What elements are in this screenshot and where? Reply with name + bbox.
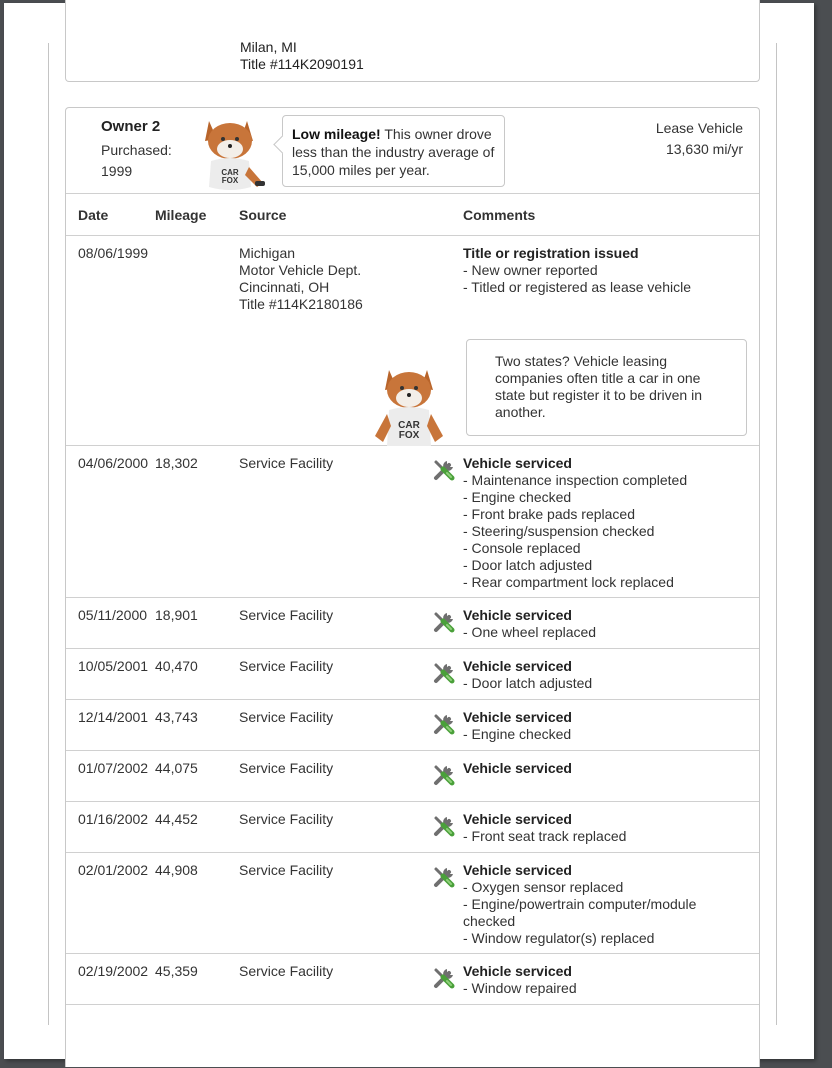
comment-item: - Door latch adjusted [463,557,593,573]
row-mileage: 40,470 [155,658,198,674]
row-comments [463,607,723,641]
source-line: Service Facility [239,760,334,776]
mileage-per-year: 13,630 mi/yr [665,141,743,157]
carfox-mascot-icon [197,117,267,195]
fox-shirt-text: CAR [398,420,420,431]
history-row [66,598,759,649]
comment-heading: Vehicle serviced [463,963,572,979]
row-mileage: 44,452 [155,811,198,827]
comment-heading: Vehicle serviced [463,709,572,725]
row-mileage: 43,743 [155,709,198,725]
row-source [239,862,333,879]
row-source [239,709,333,726]
row-date: 04/06/2000 [78,455,149,471]
column-header-mileage: Mileage [155,207,207,223]
source-line: Service Facility [239,455,334,471]
source-line: Service Facility [239,811,334,827]
row-date: 05/11/2000 [78,607,148,623]
row-date: 02/01/2002 [78,862,149,878]
comment-item: - Engine/powertrain computer/module checked [463,896,697,929]
row-comments [463,709,723,743]
tip-text: This owner drove less than the industry average of 15,000 miles per year. [292,126,495,178]
comment-item: - Front brake pads replaced [463,506,635,522]
wrench-screwdriver-icon [432,865,456,889]
source-line: Milan, MI [240,39,297,55]
source-line: Service Facility [239,709,334,725]
row-comments [463,245,723,296]
row-source [239,760,333,777]
comment-item: - Titled or registered as lease vehicle [463,279,691,295]
carfox-mascot-icon [371,366,447,446]
two-states-note: Two states? Vehicle leasing companies often title a car in one state but register it to be driven in another. [466,339,747,436]
history-row [66,954,759,1005]
wrench-screwdriver-icon [432,763,456,787]
page-margin-line-left [48,43,49,1025]
row-mileage: 44,908 [155,862,198,878]
fox-shirt-text: FOX [221,176,239,185]
row-date: 08/06/1999 [78,245,149,261]
comment-item: - Console replaced [463,540,581,556]
row-date: 12/14/2001 [78,709,149,725]
row-mileage: 18,901 [155,607,198,623]
comment-item: - Engine checked [463,726,572,742]
owner-header [66,108,759,194]
row-comments [463,455,723,591]
wrench-screwdriver-icon [432,661,456,685]
comment-item: - One wheel replaced [463,624,597,640]
row-date: 01/16/2002 [78,811,149,827]
owner-2-card [65,107,760,1067]
comment-heading: Vehicle serviced [463,607,572,623]
comment-item: - Steering/suspension checked [463,523,655,539]
row-date: 01/07/2002 [78,760,149,776]
history-row [66,751,759,802]
row-comments [463,862,723,947]
row-date: 10/05/2001 [78,658,149,674]
row-source [239,607,333,624]
column-header-date: Date [78,207,109,223]
row-source [239,245,363,313]
history-row [66,853,759,954]
fox-shirt-text: CAR [221,168,239,177]
comment-item: - New owner reported [463,262,598,278]
comment-item: - Window regulator(s) replaced [463,930,655,946]
source-line: Motor Vehicle Dept. [239,262,362,278]
low-mileage-tip [282,115,505,187]
row-comments [463,760,723,777]
owner-purchased [101,140,172,182]
previous-owner-card [65,0,760,82]
comment-heading: Vehicle serviced [463,658,572,674]
comment-item: - Oxygen sensor replaced [463,879,624,895]
comment-heading: Vehicle serviced [463,811,572,827]
history-row [66,446,759,598]
comment-heading: Title or registration issued [463,245,639,261]
history-row [66,802,759,853]
comment-item: - Front seat track replaced [463,828,627,844]
row-mileage: 44,075 [155,760,198,776]
comment-item: - Rear compartment lock replaced [463,574,674,590]
row-source [239,658,333,675]
comment-heading: Vehicle serviced [463,455,572,471]
wrench-screwdriver-icon [432,610,456,634]
source-line: Michigan [239,245,296,261]
page-margin-line-right [776,43,777,1025]
comment-item: - Engine checked [463,489,572,505]
row-source [239,455,333,472]
history-table-header [66,194,759,236]
row-mileage: 45,359 [155,963,198,979]
source-line: Service Facility [239,658,334,674]
previous-owner-source [240,39,364,73]
source-line: Service Facility [239,862,334,878]
row-mileage: 18,302 [155,455,198,471]
source-line: Cincinnati, OH [239,279,330,295]
row-date: 02/19/2002 [78,963,149,979]
owner-usage [656,118,743,160]
fox-shirt-text: FOX [398,430,420,441]
purchased-label: Purchased: [101,142,172,158]
source-line: Title #114K2090191 [240,56,364,72]
row-source [239,963,333,980]
history-row [66,700,759,751]
tip-bold: Low mileage! [292,126,381,142]
row-comments [463,811,723,845]
wrench-screwdriver-icon [432,712,456,736]
source-line: Service Facility [239,963,334,979]
comment-heading: Vehicle serviced [463,760,572,776]
vehicle-type: Lease Vehicle [655,120,743,136]
row-comments [463,963,723,997]
history-row [66,236,759,446]
source-line: Title #114K2180186 [239,296,363,312]
column-header-comments: Comments [463,207,536,223]
history-row [66,649,759,700]
owner-title: Owner 2 [101,118,161,135]
column-header-source: Source [239,207,287,223]
wrench-screwdriver-icon [432,966,456,990]
wrench-screwdriver-icon [432,458,456,482]
row-comments [463,658,723,692]
comment-heading: Vehicle serviced [463,862,572,878]
comment-item: - Maintenance inspection completed [463,472,688,488]
report-page [4,3,814,1059]
comment-item: - Window repaired [463,980,577,996]
row-source [239,811,333,828]
purchased-year: 1999 [101,163,133,179]
wrench-screwdriver-icon [432,814,456,838]
source-line: Service Facility [239,607,334,623]
history-table-body [66,236,759,1005]
comment-item: - Door latch adjusted [463,675,593,691]
